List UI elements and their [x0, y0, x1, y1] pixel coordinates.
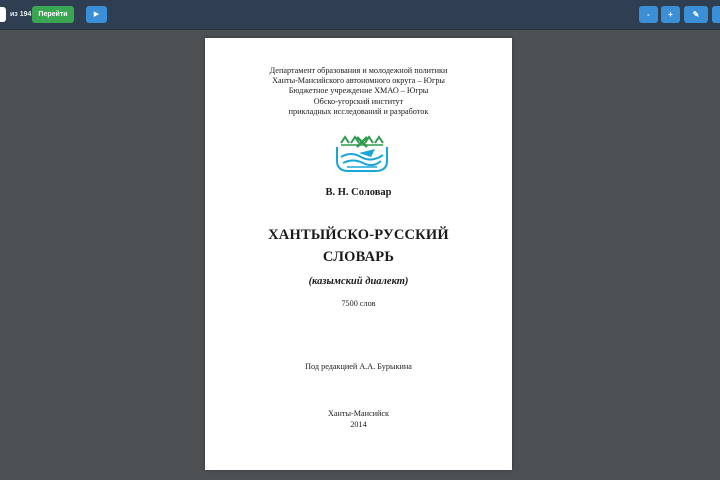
header-line: Обско-угорский институт — [313, 96, 404, 106]
institute-logo — [331, 131, 393, 176]
page-total-label: из 194 — [10, 11, 32, 18]
book-subtitle: (казымский диалект) — [308, 276, 409, 287]
viewer-toolbar — [0, 0, 720, 30]
editor-credit: Под редакцией А.А. Бурыкина — [305, 362, 412, 371]
header-line: Ханты-Мансийского автономного округа – Югры — [272, 76, 445, 86]
book-title-line1: ХАНТЫЙСКО-РУССКИЙ — [268, 227, 449, 243]
book-title-line2: СЛОВАРЬ — [322, 249, 395, 265]
play-button[interactable] — [86, 6, 107, 23]
publisher-header — [205, 66, 512, 117]
more-button[interactable] — [712, 6, 720, 23]
edit-button[interactable] — [684, 6, 708, 23]
publication-city: Ханты-Мансийск — [327, 409, 390, 418]
header-line: Бюджетное учреждение ХМАО – Югры — [288, 86, 429, 96]
pencil-icon: ✎ — [692, 10, 700, 19]
page-number-input[interactable] — [0, 7, 6, 22]
document-page — [205, 38, 512, 470]
go-to-page-button[interactable]: Перейти — [32, 6, 74, 23]
header-line: прикладных исследований и разработок — [288, 106, 429, 116]
publication-year: 2014 — [350, 420, 367, 429]
author-name: В. Н. Соловар — [325, 187, 392, 198]
play-icon: ▶ — [93, 11, 100, 18]
zoom-out-button[interactable]: - — [639, 6, 658, 23]
word-count: 7500 слов — [341, 299, 376, 308]
zoom-in-button[interactable]: + — [661, 6, 680, 23]
header-line: Департамент образования и молодежной политики — [269, 66, 448, 75]
